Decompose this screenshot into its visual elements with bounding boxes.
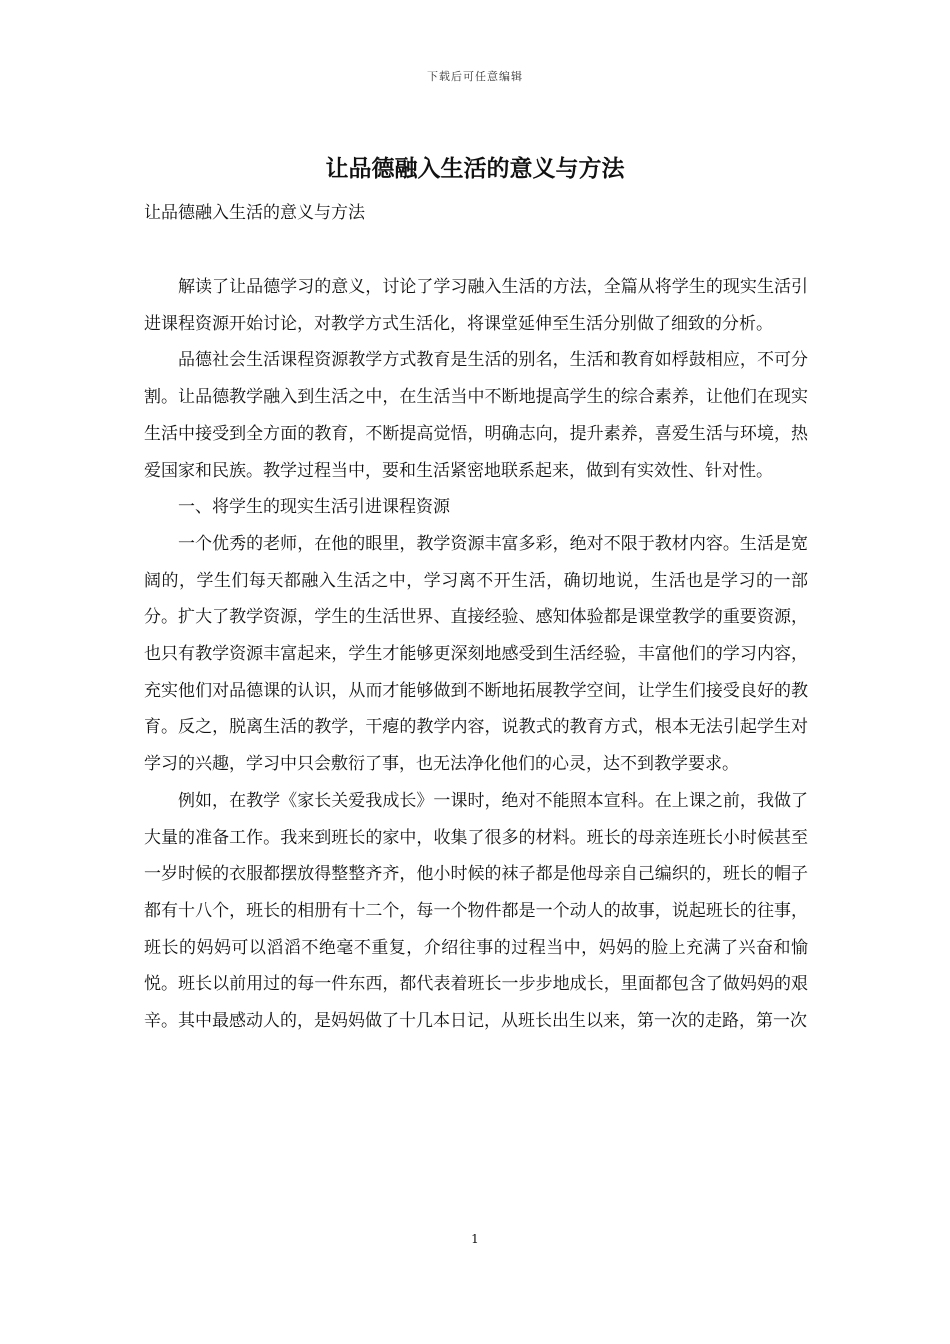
document-subtitle: 让品德融入生活的意义与方法 [144, 203, 365, 223]
document-title: 让品德融入生活的意义与方法 [325, 155, 625, 182]
paragraph-intro: 品德社会生活课程资源教学方式教育是生活的别名，生活和教育如桴鼓相应，不可分割。让品德教学融入到生活之中，在生活当中不断地提高学生的综合素养，让他们在现实生活中接受到全方面的教育，不断提高觉悟，明确志向，提升素养，喜爱生活与环境，热爱国家和民族。教学过程当中，要和生活紧密地联系起来，做到有实效性、针对性。 [144, 350, 808, 481]
page-number: 1 [471, 1232, 479, 1246]
document-body [144, 269, 808, 1040]
paragraph-section-one: 一个优秀的老师，在他的眼里，教学资源丰富多彩，绝对不限于教材内容。生活是宽阔的，学生们每天都融入生活之中，学习离不开生活，确切地说，生活也是学习的一部分。扩大了教学资源，学生的生活世界、直接经验、感知体验都是课堂教学的重要资源，也只有教学资源丰富起来，学生才能够更深刻地感受到生活经验，丰富他们的学习内容，充实他们对品德课的认识，从而才能够做到不断地拓展教学空间，让学生们接受良好的教育。反之，脱离生活的教学，干瘪的教学内容，说教式的教育方式，根本无法引起学生对学习的兴趣，学习中只会敷衍了事，也无法净化他们的心灵，达不到教学要求。 [144, 533, 808, 775]
page-header-note: 下载后可任意编辑 [427, 70, 523, 83]
section-heading: 一、将学生的现实生活引进课程资源 [178, 497, 450, 518]
paragraph-example: 例如，在教学《家长关爱我成长》一课时，绝对不能照本宣科。在上课之前，我做了大量的准备工作。我来到班长的家中，收集了很多的材料。班长的母亲连班长小时候甚至一岁时候的衣服都摆放得整整齐齐，他小时候的袜子都是他母亲自己编织的，班长的帽子都有十八个，班长的相册有十二个，每一个物件都是一个动人的故事，说起班长的往事，班长的妈妈可以滔滔不绝毫不重复，介绍往事的过程当中，妈妈的脸上充满了兴奋和愉悦。班长以前用过的每一件东西，都代表着班长一步步地成长，里面都包含了做妈妈的艰辛。其中最感动人的，是妈妈做了十几本日记，从班长出生以来，第一次的走路，第一次 [144, 790, 808, 1032]
paragraph-abstract: 解读了让品德学习的意义，讨论了学习融入生活的方法，全篇从将学生的现实生活引进课程资源开始讨论，对教学方式生活化，将课堂延伸至生活分别做了细致的分析。 [144, 277, 808, 334]
